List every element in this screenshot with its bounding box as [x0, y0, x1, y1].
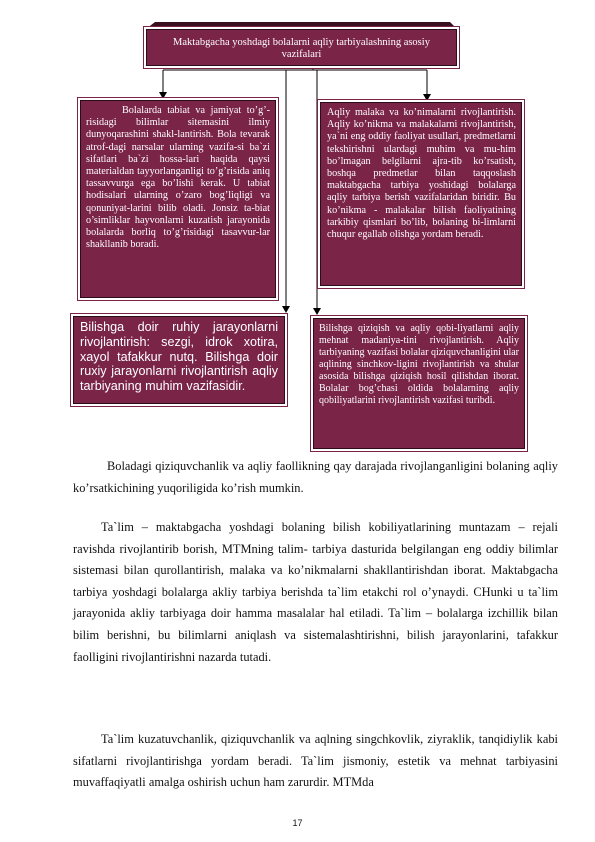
paragraph-1	[73, 456, 558, 499]
page-number: 17	[292, 818, 303, 828]
paragraph-2	[73, 517, 558, 668]
task-box-skills-text: Aqliy malaka va ko’nimalarni rivojlantirish. Aqliy ko’nikma va malakalarni rivojlantirish, ya`ni eng oddiy faoliyat usullari, predmetlarni tekshirishni ulardagi muhim va mu-him bo’lmagan belgilarni ajra-tib ko’rsatish, boshqa predmetlar bilan taqqoslash maktabgacha tarbiya yoshidagi bolalarga aqliy tarbiya berish vazifalaridan biridir. Bu ko’nikma - malakalar bilish faoliyatining tarkibiy qismlari bo’lib, bolaning bi-limlarni chuqur egallab olishga yordam beradi.	[327, 107, 516, 241]
paragraph-2-text: Ta`lim – maktabgacha yoshdagi bolaning bilish kobiliyatlarining muntazam – rejali ravishda rivojlantirib borish, MTMning talim- tarbiya dasturida belgilangan eng oddiy bilimlar sistemasi bilan qurollantirish, malaka va ko’nikmalarni shakllantirishdan iborat. Maktabgacha tarbiya yoshdagi bolalarga akliy tarbiya berishda ta`lim etakchi rol o’ynaydi. CHunki u ta`lim jarayonida akliy tarbiyaga doir hamma masalalar hal etiladi. Ta`lim – bolalarga izchillik bilan bilim berishni, bu bilimlarni aniqlash va sistemalashtirishni, bilish jarayonlarini, tafakkur faolligini rivojlantirishni nazarda tutadi.	[73, 520, 558, 664]
task-box-curiosity	[313, 318, 525, 449]
paragraph-3-text: Ta`lim kuzatuvchanlik, qiziquvchanlik va aqlning singchkovlik, ziyraklik, tanqidiylik kabi sifatlarni rivojlantirishga yordam beradi. Ta`lim jismoniy, estetik va mehnat tarbiyasini muvaffaqiyatli amalga oshirish uchun ham zarurdir. MTMda	[73, 732, 558, 790]
task-box-knowledge	[80, 100, 276, 298]
diagram-title-box	[146, 29, 457, 66]
task-box-curiosity-text: Bilishga qiziqish va aqliy qobi-liyatlarni aqliy mehnat madaniya-tini rivojlantirish. Aqliy tarbiyaning vazifasi bolalar qiziquvchanligini ular aqlining sinchkov-ligini rivojlantirish va shular asosida bilishga qiziqish hosil qilishdan iborat. Bolalar bog’chasi oldida bolalarning aqliy qobiliyatlarini rivojlantirish vazifasi turibdi.	[319, 323, 519, 406]
diagram-title: Maktabgacha yoshdagi bolalarni aqliy tarbiyalashning asosiy vazifalari	[173, 37, 430, 60]
title-box-cap	[146, 22, 457, 29]
task-box-cognitive-processes-text: Bilishga doir ruhiy jarayonlarni rivojlantirish: sezgi, idrok xotira, xayol tafakkur nutq. Bilishga doir ruxiy jarayonlarni rivojlantirish aqliy tarbiyaning muhim vazifasidir.	[80, 320, 278, 394]
task-box-cognitive-processes	[73, 316, 285, 404]
paragraph-1-text: Boladagi qiziquvchanlik va aqliy faollikning qay darajada rivojlanganligini bolaning aqliy ko’rsatkichining yuqoriligida ko’rish mumkin.	[73, 459, 558, 495]
paragraph-3	[73, 729, 558, 794]
task-box-knowledge-text: Bolalarda tabiat va jamiyat to’g’-risidagi bilimlar sitemasini ilmiy dunyoqarashini shakl-lantirish. Bola tevarak atrof-dagi narsalar ularning vazifa-si ba`zi sifatlari ba`zi hossa-lari haqida qaysi materialdan tayyorlanganligi to’g’risida aniq tassavvurga ega bo’lishi kerak. U tabiat hodisalari ularning o’zaro bog’liqligi va qonuniyat-larini bilib oladi. Jonsiz ta-biat o’simliklar hayvonlarni kuzatish jarayonida bolalarda borliq to’g’risidagi tasavvur-lar shakllanib boradi.	[86, 105, 270, 251]
task-box-skills	[320, 102, 522, 286]
